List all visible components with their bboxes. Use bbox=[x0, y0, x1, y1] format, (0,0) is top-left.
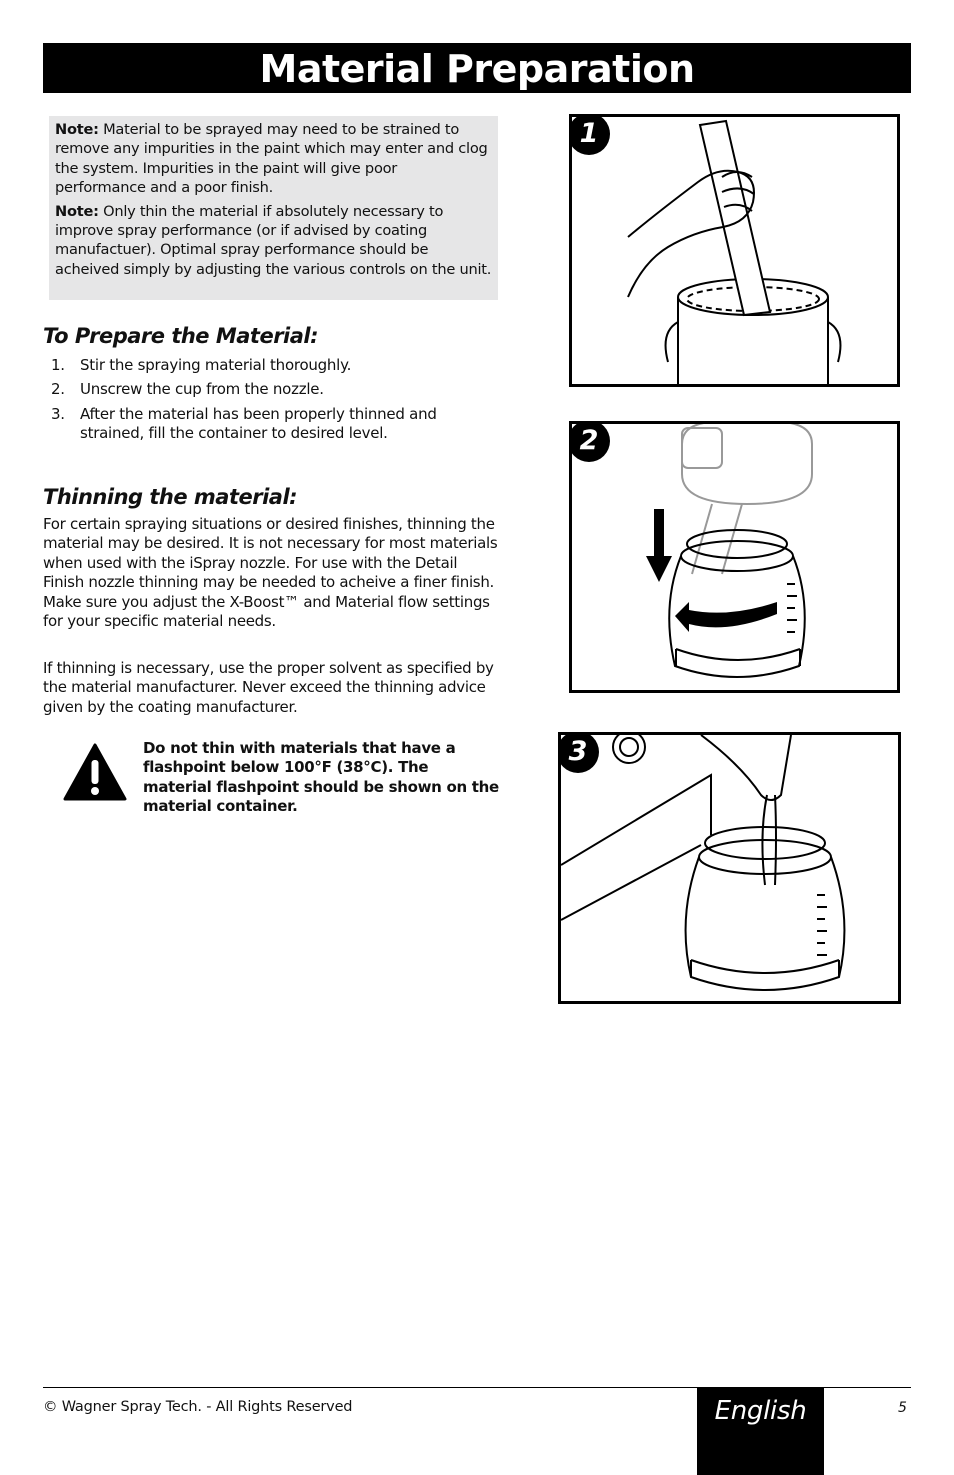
step-number: 2. bbox=[51, 380, 65, 399]
step-number: 1. bbox=[51, 356, 65, 374]
copyright: © Wagner Spray Tech. - All Rights Reserved bbox=[43, 1399, 353, 1415]
language-tab bbox=[697, 1388, 824, 1475]
thinning-heading: Thinning the material: bbox=[43, 485, 298, 509]
warning-triangle-icon bbox=[63, 743, 127, 801]
fill-container-illustration bbox=[561, 735, 898, 1001]
note-2-label: Note: bbox=[55, 202, 99, 220]
figure-3-number: 3 bbox=[558, 732, 599, 773]
note-2-text: Only thin the material if absolutely necessary to improve spray performance (or if advised by coating manufactuer). Optimal spray performance should be acheived simply by adjusting the various controls on the unit. bbox=[55, 202, 492, 278]
note-box bbox=[49, 116, 498, 300]
stirring-illustration bbox=[572, 117, 897, 384]
figure-3-fill bbox=[558, 732, 901, 1004]
step-number: 3. bbox=[51, 404, 65, 423]
step-item bbox=[43, 380, 493, 399]
language-label: English bbox=[714, 1396, 807, 1426]
figure-2-unscrew bbox=[569, 421, 900, 693]
thinning-paragraph-2: If thinning is necessary, use the proper solvent as specified by the material manufacturer. Never exceed the thinning advice given by the coating manufacturer. bbox=[43, 659, 494, 716]
prepare-steps bbox=[43, 356, 493, 449]
step-item bbox=[43, 356, 493, 375]
figure-1-stir bbox=[569, 114, 900, 387]
note-1 bbox=[55, 120, 492, 198]
note-2 bbox=[55, 202, 492, 280]
step-item bbox=[43, 405, 493, 444]
page-number: 5 bbox=[898, 1400, 907, 1416]
warning-text: Do not thin with materials that have a flashpoint below 100°F (38°C). The material flashpoint should be shown on the material container. bbox=[143, 739, 499, 816]
prepare-heading: To Prepare the Material: bbox=[43, 324, 319, 348]
step-text: Stir the spraying material thoroughly. bbox=[80, 356, 352, 374]
figure-1-number: 1 bbox=[569, 114, 610, 155]
note-1-text: Material to be sprayed may need to be strained to remove any impurities in the paint which may enter and clog the system. Impurities in the paint will give poor performance and a poor finish. bbox=[55, 121, 488, 197]
page-title: Material Preparation bbox=[259, 47, 695, 91]
thinning-paragraph-1: For certain spraying situations or desired finishes, thinning the material may be desired. It is not necessary for most materials when used with the iSpray nozzle. For use with the Detail Finish nozzle thinning may be needed to acheive a finer finish. Make sure you adjust the X-Boost™ and Material flow settings for your specific material needs. bbox=[43, 515, 498, 631]
title-bar bbox=[43, 43, 911, 93]
unscrew-cup-illustration bbox=[572, 424, 897, 690]
figure-2-number: 2 bbox=[569, 421, 610, 462]
step-text: After the material has been properly thinned and strained, fill the container to desired level. bbox=[80, 404, 437, 443]
step-text: Unscrew the cup from the nozzle. bbox=[80, 380, 324, 399]
note-1-label: Note: bbox=[55, 121, 99, 138]
